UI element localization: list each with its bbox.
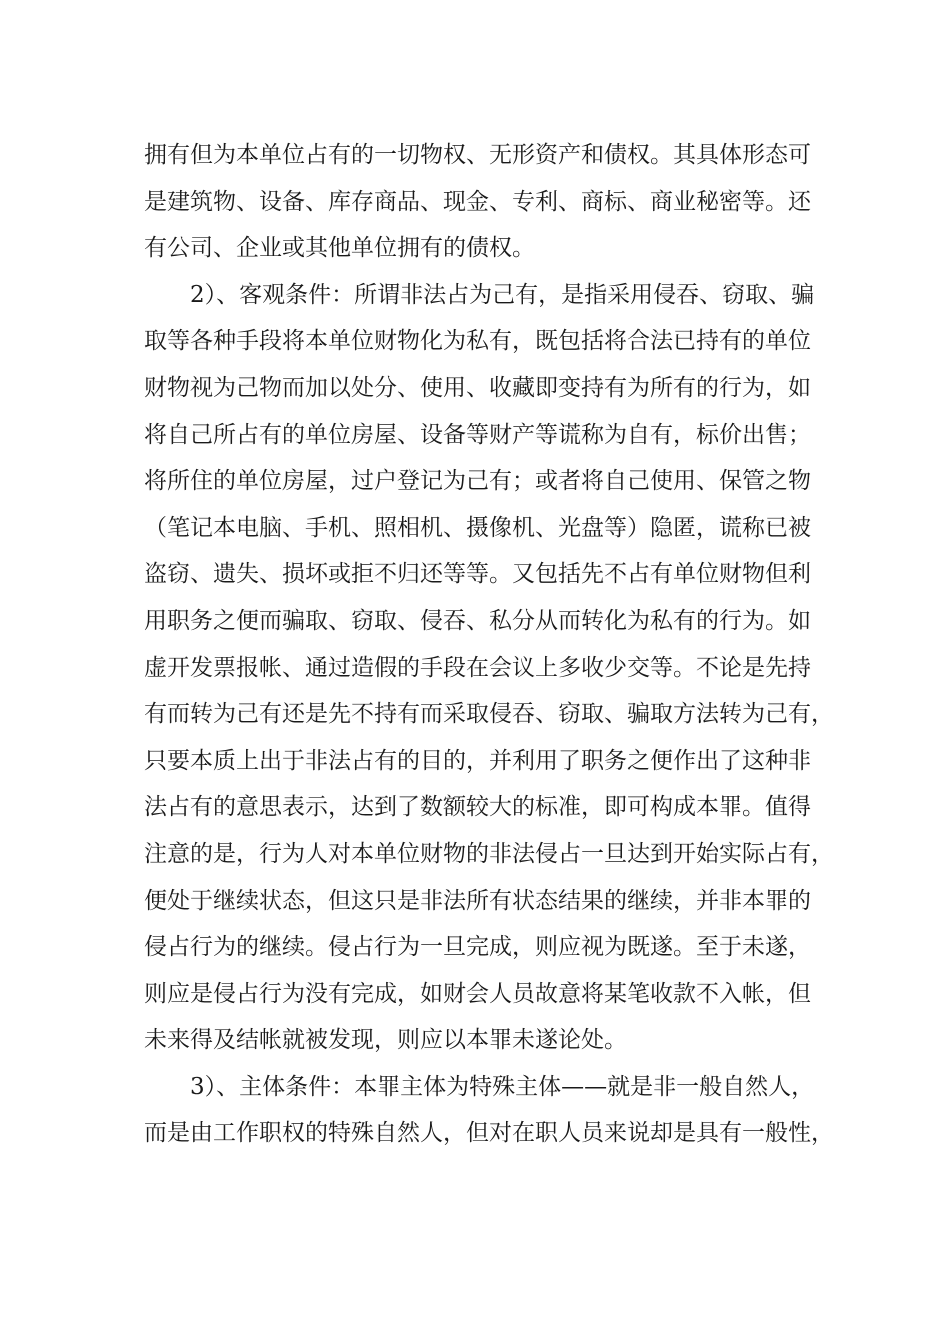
- text-line: 则应是侵占行为没有完成，如财会人员故意将某笔收款不入帐，但: [144, 980, 811, 1007]
- text-line: 将自己所占有的单位房屋、设备等财产等谎称为自有，标价出售；: [144, 421, 811, 448]
- paragraph-start-line: 2）、客观条件：所谓非法占为己有，是指采用侵吞、窃取、骗: [190, 281, 815, 308]
- text-line: 财物视为己物而加以处分、使用、收藏即变持有为所有的行为，如: [144, 374, 811, 401]
- text-line: 法占有的意思表示，达到了数额较大的标准，即可构成本罪。值得: [144, 794, 811, 821]
- text-line: 便处于继续状态，但这只是非法所有状态结果的继续，并非本罪的: [144, 887, 811, 914]
- text-line: 用职务之便而骗取、窃取、侵吞、私分从而转化为私有的行为。如: [144, 607, 811, 634]
- text-line: 取等各种手段将本单位财物化为私有，既包括将合法已持有的单位: [144, 328, 811, 355]
- text-line: 只要本质上出于非法占有的目的，并利用了职务之便作出了这种非: [144, 747, 811, 774]
- text-line: 盗窃、遗失、损坏或拒不归还等等。又包括先不占有单位财物但利: [144, 561, 811, 588]
- text-line: 虚开发票报帐、通过造假的手段在会议上多收少交等。不论是先持: [144, 654, 811, 681]
- text-line: 将所住的单位房屋，过户登记为己有；或者将自己使用、保管之物: [144, 468, 811, 495]
- paragraph-start-line: 3）、主体条件：本罪主体为特殊主体——就是非一般自然人，: [190, 1073, 815, 1100]
- text-line: 侵占行为的继续。侵占行为一旦完成，则应视为既遂。至于未遂，: [144, 934, 811, 961]
- text-line: 拥有但为本单位占有的一切物权、无形资产和债权。其具体形态可: [144, 142, 811, 168]
- text-line: 注意的是，行为人对本单位财物的非法侵占一旦达到开始实际占有，: [144, 840, 834, 867]
- text-line: 是建筑物、设备、库存商品、现金、专利、商标、商业秘密等。还: [144, 188, 811, 215]
- text-line: （笔记本电脑、手机、照相机、摄像机、光盘等）隐匿，谎称已被: [144, 514, 811, 541]
- text-line: 而是由工作职权的特殊自然人，但对在职人员来说却是具有一般性，: [144, 1120, 834, 1147]
- text-line: 有公司、企业或其他单位拥有的债权。: [144, 235, 535, 262]
- text-line: 未来得及结帐就被发现，则应以本罪未遂论处。: [144, 1027, 627, 1054]
- text-line: 有而转为己有还是先不持有而采取侵吞、窃取、骗取方法转为己有，: [144, 701, 834, 728]
- body-text: [144, 132, 834, 1157]
